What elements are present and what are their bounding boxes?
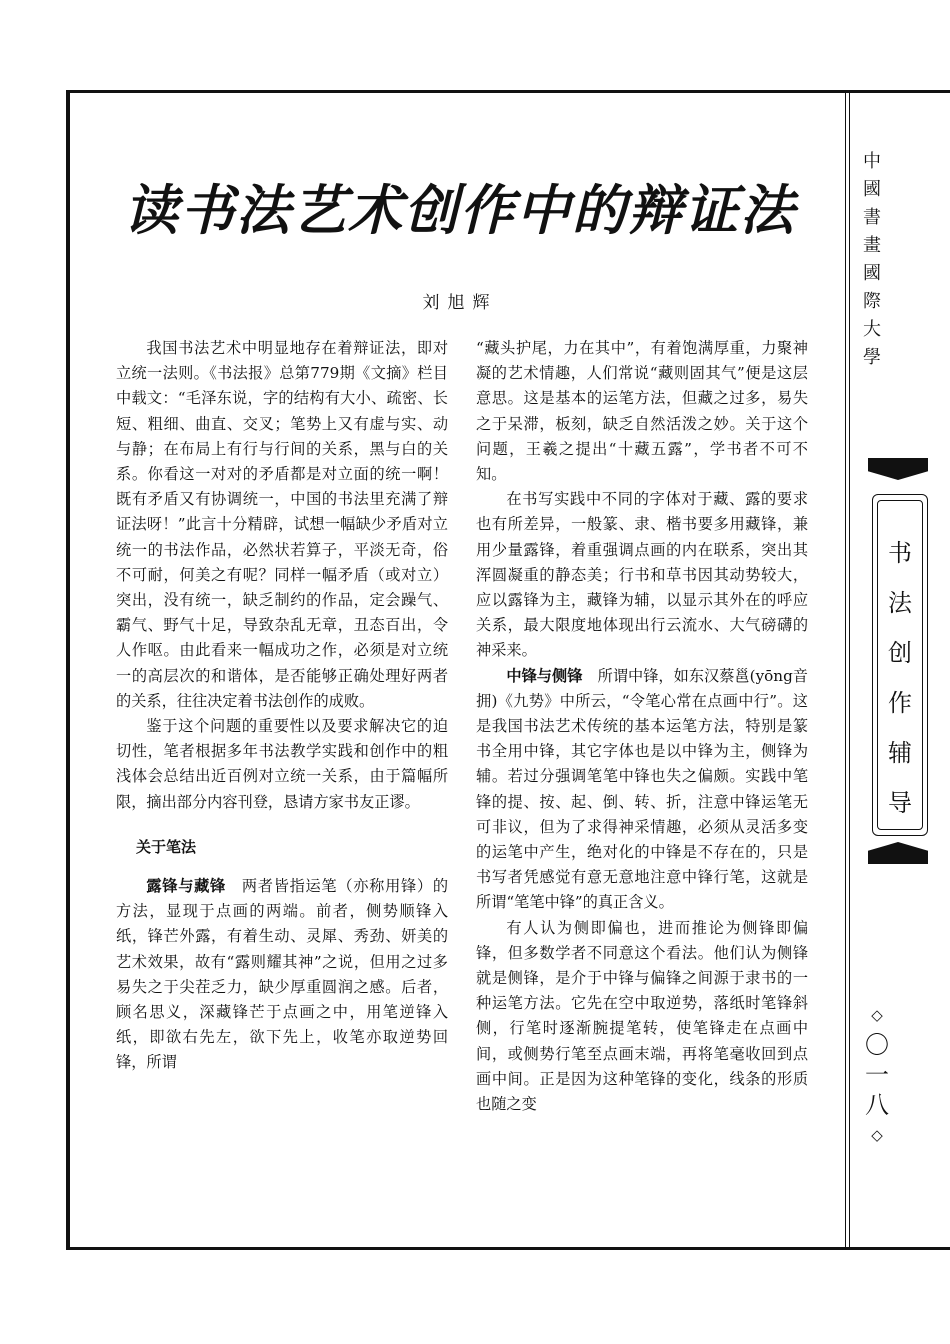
journal-char: 國 [863,263,881,284]
diamond-icon: ◇ [871,1126,883,1144]
paragraph: “藏头护尾，力在其中”，有着饱满厚重，力聚神凝的艺术情趣，人们常说“藏则固其气”便是这层意思。这是基本的运笔方法，但藏之过多，易失之于呆滞，板刻，缺乏自然活泼之妙。关于这个问题，王羲之提出“十藏五露”，学书者不可不知。 [476,339,808,484]
page-digit: 〇 [865,1031,889,1059]
section-heading: 关于笔法 [136,837,197,856]
paragraph: 我国书法艺术中明显地存在着辩证法，即对立统一法则。《书法报》总第779期《文摘》栏目中载文：“毛泽东说，字的结构有大小、疏密、长短、粗细、曲直、交叉；笔势上又有虚与实、动与静；在布局上有行与行间的关系，黑与白的关系。你看这一对对的矛盾都是对立面的统一啊！既有矛盾又有协调统一，中国的书法里充满了辩证法呀！”此言十分精辟，试想一幅缺少矛盾对立统一的书法作品，必然状若算子，平淡无奇，俗不可耐，何美之有呢？同样一幅矛盾（或对立）突出，没有统一，缺乏制约的作品，定会躁气、霸气、野气十足，导致杂乱无章，丑态百出，令人作呕。由此看来一幅成功之作，必须是对立统一的高层次的和谐体，是否能够正确处理好两者的关系，往往决定着书法创作的成败。 [116,339,448,710]
section-tab [877,528,923,828]
article-title: 读书法艺术创作中的辩证法 [124,179,796,242]
paragraph-text: 两者皆指运笔（亦称用锋）的方法，显现于点画的两端。前者，侧势顺锋入纸，锋芒外露，有着生动、灵犀、秀劲、妍美的艺术效果，故有“露则耀其神”之说，但用之过多易失之于尖茬乏力，缺少厚重圆润之感。后者，顾名思义，深藏锋芒于点画之中，用笔逆锋入纸，即欲右先左，欲下先上，收笔亦取逆势回锋，所谓 [116,877,449,1072]
left-column [116,336,448,1076]
section-char: 书 [888,539,912,567]
section-char: 导 [888,789,912,817]
journal-char: 際 [863,291,881,312]
journal-char: 大 [863,319,881,340]
right-column [476,336,808,1117]
section-char: 法 [888,589,912,617]
journal-char: 中 [863,151,881,172]
page-number [860,1000,894,1150]
journal-char: 畫 [863,235,881,256]
page-digit: 八 [865,1091,889,1119]
section-char: 创 [888,639,912,667]
page-digit: 一 [865,1061,889,1089]
margin-rule [845,90,846,1250]
journal-char: 書 [863,207,881,228]
journal-char: 國 [863,179,881,200]
term: 中锋与侧锋 [506,666,583,685]
journal-char: 學 [863,347,881,368]
paragraph: 有人认为侧即偏也，进而推论为侧锋即偏锋，但多数学者不同意这个看法。他们认为侧锋就是侧锋，是介于中锋与偏锋之间源于隶书的一种运笔方法。它先在空中取逆势，落纸时笔锋斜侧，行笔时逐渐腕提笔转，使笔锋走在点画中间，或侧势行笔至点画末端，再将笔毫收回到点画中间。正是因为这种笔锋的变化，线条的形质也随之变 [476,918,808,1114]
margin-rule-2 [849,90,850,1250]
paragraph [116,874,448,1076]
diamond-icon: ◇ [871,1006,883,1024]
journal-name [857,148,887,372]
term: 露锋与藏锋 [146,877,226,896]
paragraph-text: 所谓中锋，如东汉蔡邕(yōng音拥)《九势》中所云，“令笔心常在点画中行”。这是我国书法艺术传统的基本运笔方法，特别是篆书全用中锋，其它字体也是以中锋为主，侧锋为辅。若过分强调笔笔中锋也失之偏颇。实践中笔锋的提、按、起、倒、转、折，注意中锋运笔无可非议，但为了求得神采情趣，必须从灵活多变的运笔中产生，绝对化的中锋是不存在的，只是书写者凭感觉有意无意地注意中锋行笔，这就是所谓“笔笔中锋”的真正含义。 [476,666,808,912]
paragraph: 鉴于这个问题的重要性以及要求解决它的迫切性，笔者根据多年书法教学实践和创作中的粗浅体会总结出近百例对立统一关系，由于篇幅所限，摘出部分内容刊登，恳请方家书友正谬。 [116,717,448,811]
author-name: 刘旭辉 [422,293,498,313]
section-char: 辅 [888,739,912,767]
section-char: 作 [888,689,912,717]
paragraph: 在书写实践中不同的字体对于藏、露的要求也有所差异，一般篆、隶、楷书要多用藏锋，兼用少量露锋，着重强调点画的内在联系，突出其浑圆凝重的静态美；行书和草书因其动势较大，应以露锋为主，藏锋为辅，以显示其外在的呼应关系，最大限度地体现出行云流水、大气磅礴的神采来。 [476,490,808,660]
paragraph [476,664,808,916]
